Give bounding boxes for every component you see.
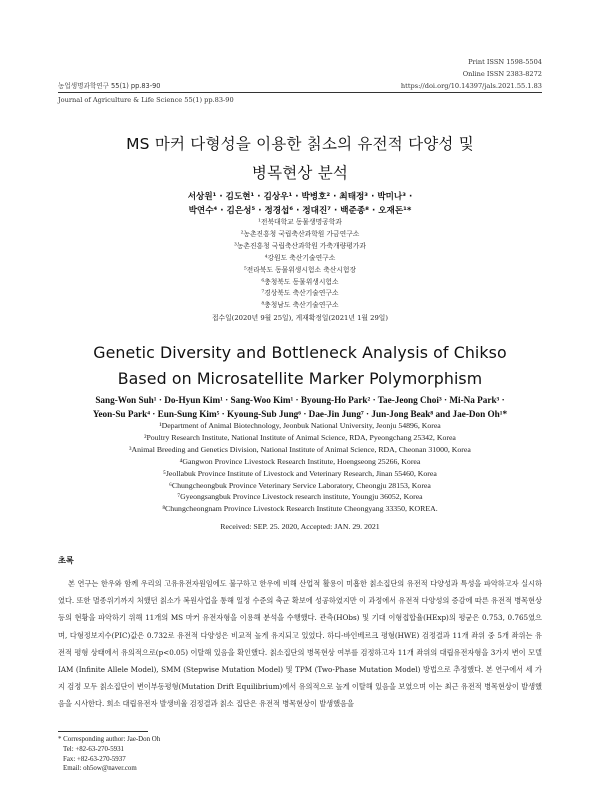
authors-en-line1: Sang-Won Suh¹ · Do-Hyun Kim¹ · Sang-Woo Kim¹ · Byoung-Ho Park² · Tae-Jeong Choi³ · Mi-Na Park³ · [95, 395, 505, 405]
online-issn: Online ISSN 2383-8272 [462, 70, 542, 78]
corresponding-author: * Corresponding author: Jae-Don Oh [58, 736, 161, 743]
fax: Fax: +82-63-270-5937 [63, 755, 126, 763]
doi-link[interactable]: https://doi.org/10.14397/jals.2021.55.1.83 [400, 82, 542, 90]
affiliations-en [0, 420, 600, 515]
tel: Tel: +82-63-270-5931 [63, 745, 125, 753]
footnote-rule [58, 731, 148, 732]
affiliation-ko: ⁴강원도 축산기술연구소 [264, 253, 336, 262]
authors-ko-line2: 박연수⁴ · 김은성⁵ · 정경섭⁶ · 정대진⁷ · 백준종⁸ · 오재돈¹* [188, 206, 412, 216]
abstract-body [58, 575, 542, 713]
title-ko-line1: MS 마커 다형성을 이용한 칡소의 유전적 다양성 및 [126, 135, 474, 153]
dates-ko: 접수일(2020년 9월 25일), 게재확정일(2021년 1월 29일) [211, 314, 389, 322]
affiliation-en: ⁶Chungcheongbuk Province Veterinary Service Laboratory, Cheongju 28153, Korea [169, 480, 431, 490]
affiliation-ko: ⁷경상북도 축산기술연구소 [261, 289, 339, 298]
title-en-line2: Based on Microsatellite Marker Polymorphism [117, 369, 483, 388]
header-rule [58, 92, 542, 93]
affiliation-en: ²Poultry Research Institute, National Institute of Animal Science, RDA, Pyeongchang 25342, Korea [144, 432, 456, 442]
title-ko-line2: 병목현상 분석 [251, 164, 349, 182]
footnote [58, 735, 160, 774]
affiliation-en: ⁸Chungcheongnam Province Livestock Research Institute Cheongyang 33350, KOREA. [162, 504, 438, 514]
authors-en-line2: Yeon-Su Park⁴ · Eun-Sung Kim⁵ · Kyoung-Sub Jung⁶ · Dae-Jin Jung⁷ · Jun-Jong Beak⁸ and Jae-Don Oh¹* [92, 409, 508, 419]
title-en-line1: Genetic Diversity and Bottleneck Analysis of Chikso [93, 343, 507, 362]
journal-ko: 농업생명과학연구 55(1) pp.83-90 [58, 82, 161, 90]
affiliations-ko [0, 217, 600, 312]
email[interactable]: Email: oh5ow@naver.com [63, 765, 137, 773]
affiliation-en: ⁷Gyeongsangbuk Province Livestock research institute, Youngju 36052, Korea [177, 492, 423, 502]
authors-ko-line1: 서상원¹ · 김도현¹ · 김상우¹ · 박병호² · 최태정³ · 박미나³ · [187, 192, 413, 202]
dates-en: Received: SEP. 25. 2020, Accepted: JAN. 29. 2021 [220, 522, 380, 531]
affiliation-en: ⁵Jeollabuk Province Institute of Livestock and Veterinary Research, Jinan 55460, Korea [163, 468, 437, 478]
affiliation-ko: ¹전북대학교 동물생명공학과 [258, 218, 342, 226]
journal-en: Journal of Agriculture & Life Science 55(1) pp.83-90 [58, 96, 234, 104]
abstract-heading: 초록 [58, 555, 74, 565]
affiliation-ko: ⁶충청북도 동물위생시험소 [261, 277, 339, 286]
affiliation-en: ³Animal Breeding and Genetics Division, National Institute of Animal Science, RDA, Cheonan 31000, Korea [129, 444, 471, 454]
affiliation-ko: ³농촌진흥청 국립축산과학원 가축개량평가과 [234, 241, 366, 250]
affiliation-en: ⁴Gangwon Province Livestock Research Institute, Hoengseong 25266, Korea [179, 456, 421, 466]
print-issn: Print ISSN 1598-5504 [468, 58, 542, 66]
affiliation-ko: ²농촌진흥청 국립축산과학원 가금연구소 [240, 229, 360, 238]
affiliation-ko: ⁵전라북도 동물위생시험소 축산시험장 [243, 265, 357, 274]
affiliation-en: ¹Department of Animal Biotechnology, Jeonbuk National University, Jeonju 54896, Korea [159, 421, 441, 430]
abstract-text: 본 연구는 한우와 함께 우리의 고유유전자원임에도 불구하고 한우에 비해 산업적 활용이 미흡한 칡소집단의 유전적 다양성과 특성을 파악하고자 실시하였다. 또한 멸종위기까지 처했던 칡소가 복원사업을 통해 일정 수준의 축군 확보에 성공하였지만 이 과정에서 유전적 다양성의 증감에 따른 유전적 병목현상 등의 현황을 파악하기 위해 11개의 MS 마커 유전자형을 이용해 분석을 수행했다. 관측(HObs) 및 기대 이형접합율(HExp)의 평균은 0.753, 0.765였으며, 다형정보지수(PIC)값은 0.732로 유전적 다양성은 비교적 높게 유지되고 있었다. 하디-바인베르크 평형(HWE) 검정결과 11개 좌위 중 5개 좌위는 유전적 평형 상태에서 유의적으로(p<0.05) 이탈해 있음을 확인했다. 칡소집단의 병목현상 여부를 검정하고자 11개 좌위의 대립유전자형을 3가지 변이 모델 IAM (Infinite Allele Model), SMM (Stepwise Mutation Model) 및 TPM (Two-Phase Mutation Model) 방법으로 추정했다. 본 연구에서 세 가지 검정 모두 칡소집단이 변이부동평형(Mutation Drift Equilibrium)에서 유의적으로 높게 이탈해 있음을 보였으며 이는 최근 유전적 병목현상이 발생했음을 시사한다. 희소 대립유전자 발생비율 검정결과 칡소 집단은 유전적 병목현상이 발생했음을 [58, 579, 542, 709]
affiliation-ko: ⁸충청남도 축산기술연구소 [261, 301, 339, 310]
